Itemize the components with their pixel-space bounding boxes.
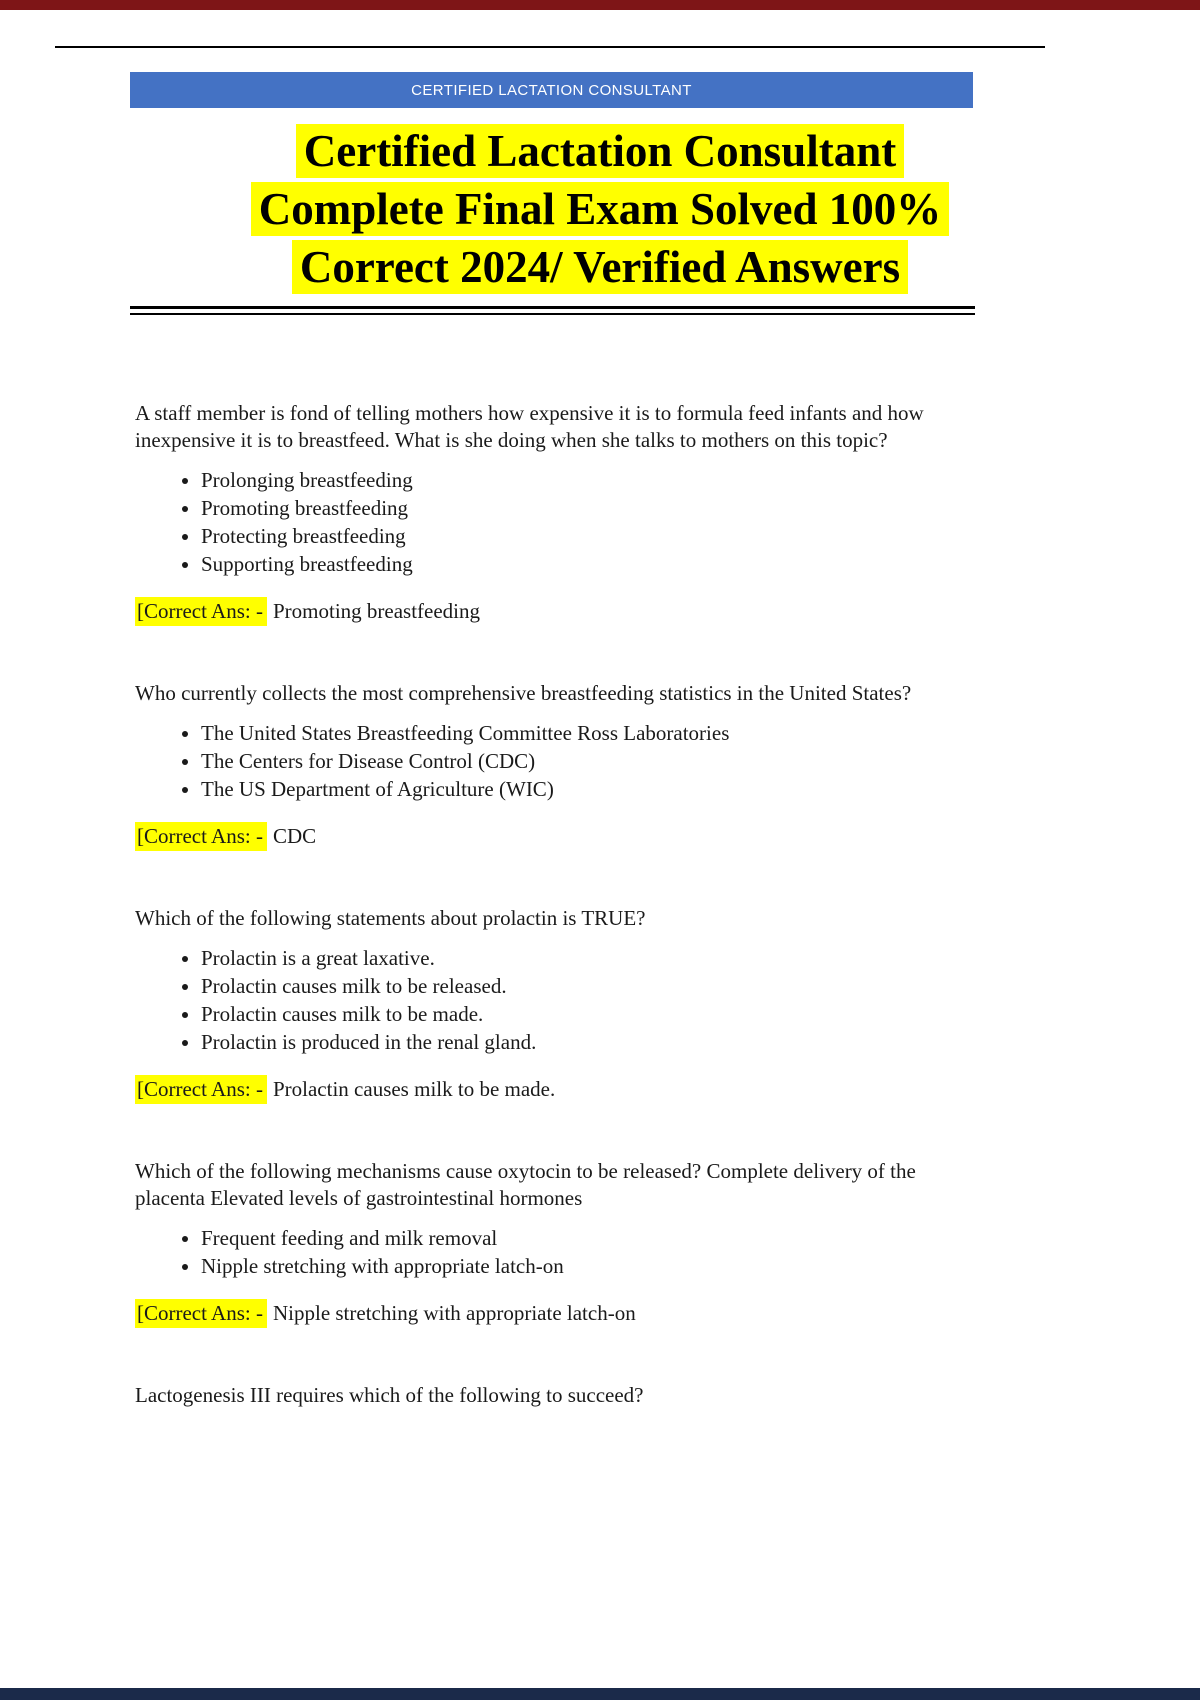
option-item: • Prolactin is produced in the renal gland. [201,1029,967,1056]
document-title [0,122,1200,296]
question-text: A staff member is fond of telling mothers how expensive it is to formula feed infants and how inexpensive it is to breastfeed. What is she doing when she talks to mothers on this topic? [135,401,924,452]
title-line-text: Correct 2024/ Verified Answers [292,240,908,294]
bottom-accent-bar [0,1688,1200,1700]
option-item: • Frequent feeding and milk removal [201,1225,967,1252]
option-item: • Prolonging breastfeeding [201,467,967,494]
options-list [135,945,967,1056]
correct-ans-label: [Correct Ans: - [135,1299,267,1328]
document-header-band [130,72,973,108]
question-block [135,905,967,1103]
question-text: Which of the following mechanisms cause oxytocin to be released? Complete delivery of the placenta Elevated levels of gastrointestinal hormones [135,1159,916,1210]
answer-line [135,1300,967,1327]
options-list [135,720,967,803]
title-line [0,180,1200,238]
question-block [135,1158,967,1327]
title-line-text: Certified Lactation Consultant [296,124,904,178]
option-item: • Supporting breastfeeding [201,551,967,578]
question-text: Which of the following statements about prolactin is TRUE? [135,906,646,930]
option-item: • Promoting breastfeeding [201,495,967,522]
option-item: • Nipple stretching with appropriate latch-on [201,1253,967,1280]
question-text: Lactogenesis III requires which of the following to succeed? [135,1383,644,1407]
correct-ans-label: [Correct Ans: - [135,822,267,851]
answer-text: CDC [272,824,317,848]
correct-ans-label: [Correct Ans: - [135,597,267,626]
answer-text: Nipple stretching with appropriate latch-on [272,1301,636,1325]
option-item: • The US Department of Agriculture (WIC) [201,776,967,803]
options-list [135,1225,967,1280]
answer-text: Promoting breastfeeding [272,599,481,623]
document-body [135,400,967,1464]
question-block [135,1382,967,1409]
answer-line [135,1076,967,1103]
top-accent-bar [0,0,1200,10]
question-block [135,680,967,850]
option-item: • Protecting breastfeeding [201,523,967,550]
option-item: • The Centers for Disease Control (CDC) [201,748,967,775]
option-item: • Prolactin causes milk to be made. [201,1001,967,1028]
title-double-rule [130,306,975,315]
top-rule-line [55,46,1045,48]
header-banner-text: CERTIFIED LACTATION CONSULTANT [411,81,692,99]
title-line [0,122,1200,180]
question-text: Who currently collects the most comprehensive breastfeeding statistics in the United States? [135,681,912,705]
options-list [135,467,967,578]
option-item: • Prolactin causes milk to be released. [201,973,967,1000]
question-block [135,400,967,625]
correct-ans-label: [Correct Ans: - [135,1075,267,1104]
answer-line [135,823,967,850]
answer-line [135,598,967,625]
title-line-text: Complete Final Exam Solved 100% [251,182,950,236]
option-item: • Prolactin is a great laxative. [201,945,967,972]
answer-text: Prolactin causes milk to be made. [272,1077,556,1101]
title-line [0,238,1200,296]
option-item: • The United States Breastfeeding Committee Ross Laboratories [201,720,967,747]
